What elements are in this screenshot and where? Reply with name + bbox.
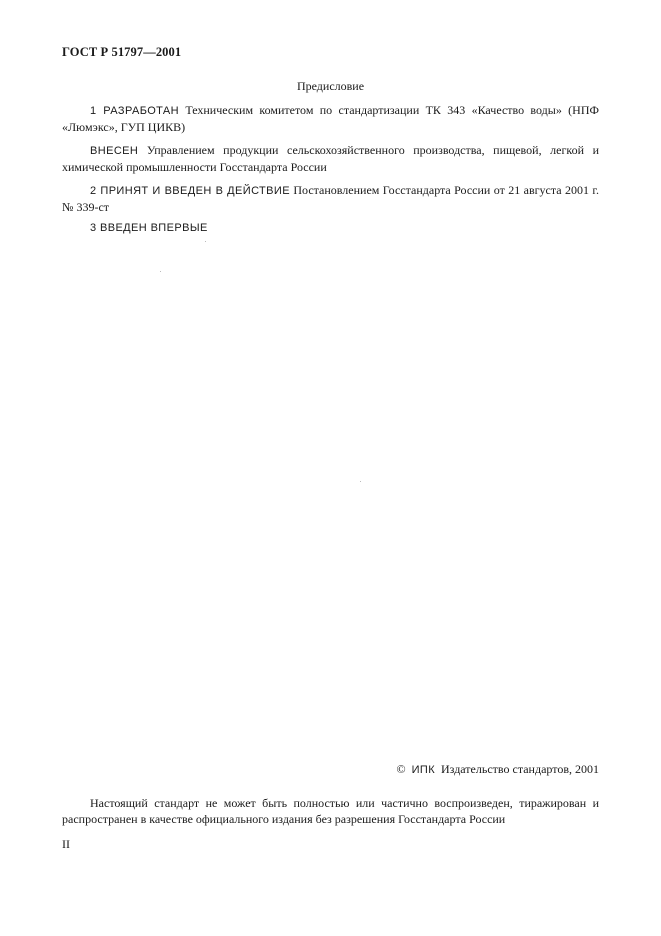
- foreword-item-submitted: [62, 142, 599, 175]
- standard-code: ГОСТ Р 51797—2001: [62, 45, 182, 59]
- item-submitted-label: ВНЕСЕН: [90, 145, 139, 157]
- item-developed-text: Техническим комитетом по стандартизации ТК 343 «Качество воды» (НПФ «Люмэкс», ГУП ЦИКВ): [62, 103, 599, 134]
- reproduction-notice: [62, 795, 599, 827]
- page-number: II: [62, 837, 70, 851]
- foreword-title: Предисловие: [296, 79, 365, 93]
- item-submitted-text: Управлением продукции сельскохозяйственного производства, пищевой, легкой и химической промышленности Госстандарта России: [62, 143, 599, 174]
- item-adopted-label: 2 ПРИНЯТ И ВВЕДЕН В ДЕЙСТВИЕ: [90, 185, 290, 197]
- item-adopted-text: Постановлением Госстандарта России от 21 августа 2001 г. № 339-ст: [62, 183, 599, 214]
- foreword-item-developed: [62, 102, 599, 135]
- copyright-symbol: ©: [396, 762, 406, 776]
- copyright-line: [396, 762, 599, 777]
- foreword-item-first-introduced: [62, 219, 599, 236]
- foreword-item-adopted: [62, 182, 599, 215]
- item-developed-label: 1 РАЗРАБОТАН: [90, 105, 179, 117]
- reproduction-notice-text: Настоящий стандарт не может быть полностью или частично воспроизведен, тиражирован и распространен в качестве официального издания без разрешения Госстандарта России: [62, 796, 599, 826]
- scan-speck: [360, 481, 361, 482]
- scan-speck: [205, 241, 206, 242]
- item-first-introduced-label: 3 ВВЕДЕН ВПЕРВЫЕ: [90, 222, 208, 234]
- scan-speck: [160, 271, 161, 272]
- publisher-abbr: ИПК: [411, 764, 435, 776]
- publisher-text: Издательство стандартов, 2001: [441, 762, 599, 776]
